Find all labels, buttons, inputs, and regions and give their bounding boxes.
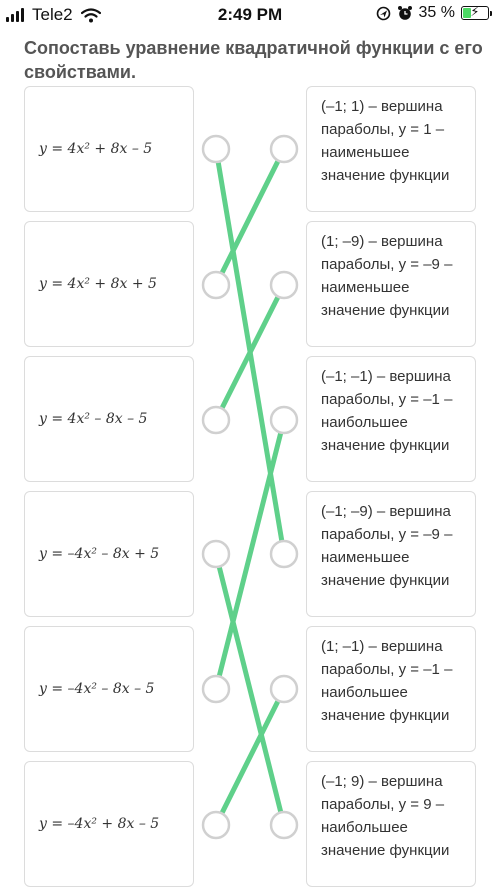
equation-text: y = –4x² + 8x – 5 [39, 816, 160, 832]
property-text: (–1; –1) – вершина параболы, y = –1 – наибольшее значение функции [321, 368, 453, 454]
right-handle-3[interactable] [271, 407, 297, 433]
right-handle-2[interactable] [271, 272, 297, 298]
left-handle-2[interactable] [203, 272, 229, 298]
right-handle-4[interactable] [271, 541, 297, 567]
property-text: (–1; 9) – вершина параболы, y = 9 – наибольшее значение функции [321, 773, 450, 859]
equation-text: y = 4x² + 8x – 5 [39, 141, 153, 157]
left-handle-3[interactable] [203, 407, 229, 433]
task-title: Сопоставь уравнение квадратичной функции с его свойствами. [24, 38, 483, 82]
right-handle-1[interactable] [271, 136, 297, 162]
right-handle-6[interactable] [271, 812, 297, 838]
match-line-3[interactable] [216, 285, 284, 420]
carrier-name: Tele2 [32, 5, 73, 24]
equation-text: y = 4x² + 8x + 5 [39, 276, 157, 292]
property-text: (1; –1) – вершина параболы, y = –1 – наибольшее значение функции [321, 638, 453, 724]
status-time: 2:49 PM [217, 5, 283, 24]
left-handle-4[interactable] [203, 541, 229, 567]
left-handle-1[interactable] [203, 136, 229, 162]
battery-charging-icon: ⚡ [461, 6, 492, 20]
equation-text: y = –4x² – 8x – 5 [39, 681, 155, 697]
property-text: (–1; –9) – вершина параболы, y = –9 – наименьшее значение функции [321, 503, 453, 589]
battery-percent: 35 % [418, 4, 455, 21]
property-text: (1; –9) – вершина параболы, y = –9 – наименьшее значение функции [321, 233, 453, 319]
match-line-6[interactable] [216, 689, 284, 825]
property-text: (–1; 1) – вершина параболы, y = 1 – наименьшее значение функции [321, 98, 450, 184]
right-handle-5[interactable] [271, 676, 297, 702]
equation-text: y = –4x² – 8x + 5 [39, 546, 160, 562]
left-handle-5[interactable] [203, 676, 229, 702]
left-handle-6[interactable] [203, 812, 229, 838]
equation-text: y = 4x² – 8x – 5 [39, 411, 148, 427]
